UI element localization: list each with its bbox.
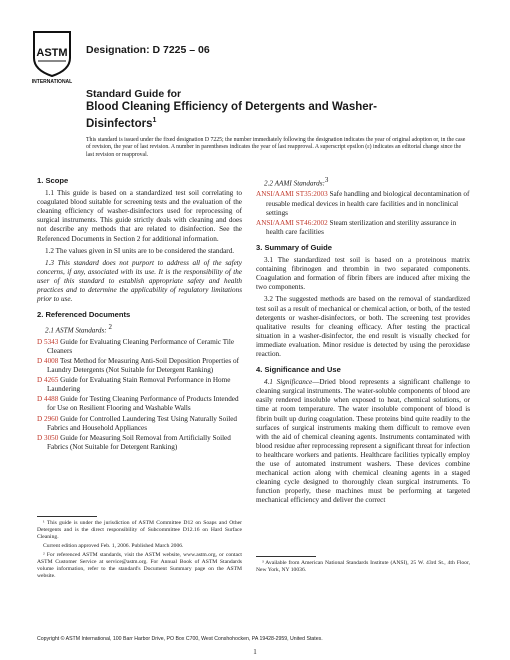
issuance-notice: This standard is issued under the fixed designation D 7225; the number immediately following the designation indicates the year of original adoption or, in the case of revision, the year of last revision. A number in parentheses indicates the year of last reapproval. A superscript epsilon (ε) indicates an editorial change since the last revision or reapproval. [86, 137, 466, 158]
aami-standards-label: 2.2 AAMI Standards:3 [264, 176, 329, 188]
significance-p1: 4.1 Significance—Dried blood represents a significant challenge to cleaning surgical instruments. The water-soluble components of blood are easily rendered insoluble when exposed to heat, chemical solutions, or time at room temperature. The water insoluble component of blood is fibrin built up during coagulation. These proteins bind quite readily to the surfaces of surgical instruments making them difficult to remove even with the aid of chemical cleaning agents. Instruments contaminated with blood residue after reprocessing represent a significant threat for infection to healthcare workers and patients. Healthcare facilities typically employ the use of automated instrument washers. These devices combine mechanical action along with chemical cleaning agents in a staged cleaning cycle designed to thoroughly clean surgical instruments. To function properly, these machines must be performing at targeted mechanical efficiency and deliver the correct [256, 378, 471, 505]
significance-heading: 4. Significance and Use [256, 365, 341, 375]
section-aami [256, 176, 470, 237]
ref-item[interactable]: D 5343 Guide for Evaluating Cleaning Performance of Ceramic Tile Cleaners [37, 337, 235, 355]
scope-heading: 1. Scope [37, 176, 69, 185]
footnotes-left [37, 520, 242, 582]
svg-text:ASTM: ASTM [36, 47, 68, 59]
aami-ref-item[interactable]: ANSI/AAMI ST35:2003 Safe handling and biological decontamination of reusable medical devices in health care facilities and in nonclinical settings [256, 190, 470, 217]
right-column [256, 176, 470, 511]
title-main: Blood Cleaning Efficiency of Detergents and Washer-Disinfectors$^1$ [86, 101, 377, 130]
scope-p2: 1.2 The values given in SI units are to be considered the standard. [45, 246, 235, 255]
refs-heading: 2. Referenced Documents [37, 310, 131, 320]
scope-p3: 1.3 This standard does not purport to address all of the safety concerns, if any, associated with its use. It is the responsibility of the user of this standard to establish appropriate safety and health practices and to determine the applicability of regulatory limitations prior to use. [37, 258, 242, 304]
astm-standards-label: 2.1 ASTM Standards: 2 [45, 323, 112, 335]
left-column [37, 176, 242, 458]
footnote-rule-left [37, 516, 97, 517]
title-block [86, 88, 406, 131]
footnote-1b: Current edition approved Feb. 1, 2006. Published March 2006. [43, 543, 184, 549]
section-scope [37, 176, 242, 304]
summary-heading: 3. Summary of Guide [256, 242, 332, 252]
scope-p1: 1.1 This guide is based on a standardized test soil correlating to coagulated blood suitable for screening tests and the evaluation of the cleaning efficiency of washer-disinfectors used for reprocessing of surgical instruments. This guide strictly deals with cleaning and does not describe any methods that are related to disinfection. See the Referenced Documents in Section 2 for additional information. [37, 189, 242, 243]
title-line1: Standard Guide for [86, 88, 182, 100]
footnote-1: ¹ This guide is under the jurisdiction of ASTM Committee D12 on Soaps and Other Detergents and is the direct responsibility of Subcommittee D12.16 on Hard Surface Cleaning. [37, 520, 242, 540]
ref-item[interactable]: D 4008 Test Method for Measuring Anti-Soil Deposition Properties of Laundry Detergents (Not Suitable for Detergent Ranking) [37, 356, 240, 375]
title-footnote-marker: 1 [152, 117, 157, 124]
copyright: Copyright © ASTM International, 100 Barr Harbor Drive, PO Box C700, West Conshohocken, PA 19428-2959, United States. [37, 636, 323, 642]
ref-item[interactable]: D 2960 Guide for Controlled Laundering Test Using Naturally Soiled Fabrics and Household Appliances [37, 414, 237, 432]
footnote-3: ³ Available from American National Standards Institute (ANSI), 25 W. 43rd St., 4th Floor, New York, NY 10036. [256, 560, 470, 573]
section-summary [256, 243, 470, 359]
ref-item[interactable]: D 4265 Guide for Evaluating Stain Removal Performance in Home Laundering [37, 376, 231, 394]
ref-item[interactable]: D 3050 Guide for Measuring Soil Removal from Artificially Soiled Fabrics (Not Suitable for Detergent Ranking) [37, 433, 231, 451]
astm-logo-icon [30, 28, 74, 84]
page-number: 1 [253, 648, 257, 656]
aami-ref-item[interactable]: ANSI/AAMI ST46:2002 Steam sterilization and sterility assurance in health care facilities [256, 218, 457, 236]
section-references [37, 310, 242, 452]
ref-item[interactable]: D 4488 Guide for Testing Cleaning Performance of Products Intended for Use on Resilient Flooring and Washable Walls [37, 395, 239, 413]
footnotes-right [256, 560, 470, 576]
footnote-2: ² For referenced ASTM standards, visit the ASTM website, www.astm.org, or contact ASTM Customer Service at service@astm.org. For Annual Book of ASTM Standards volume information, refer to the standard's Document Summary page on the ASTM website. [37, 552, 242, 579]
summary-p2: 3.2 The suggested methods are based on the removal of standardized test soil as a result of mechanical or chemical action, or both, of the tested detergents or washer-disinfectors, or both. The screening test provides qualitative results for cleaning efficacy. After testing the practical situation in a washer-disinfector, the end result is visually checked for immediate evaluation. Minor residue is detected by using the peroxidase reaction. [256, 295, 470, 358]
footnote-rule-right [256, 556, 316, 557]
section-significance [256, 365, 470, 505]
astm-logo [30, 28, 74, 84]
summary-p1: 3.1 The standardized test soil is based on a proteinous matrix containing fibrinogen and thrombin in two separated components. Coagulation and formation of fibrin fibers are induced after mixing the two components. [256, 256, 470, 292]
logo-international-text: INTERNATIONAL [31, 79, 73, 84]
designation: Designation: D 7225 – 06 [86, 44, 210, 56]
